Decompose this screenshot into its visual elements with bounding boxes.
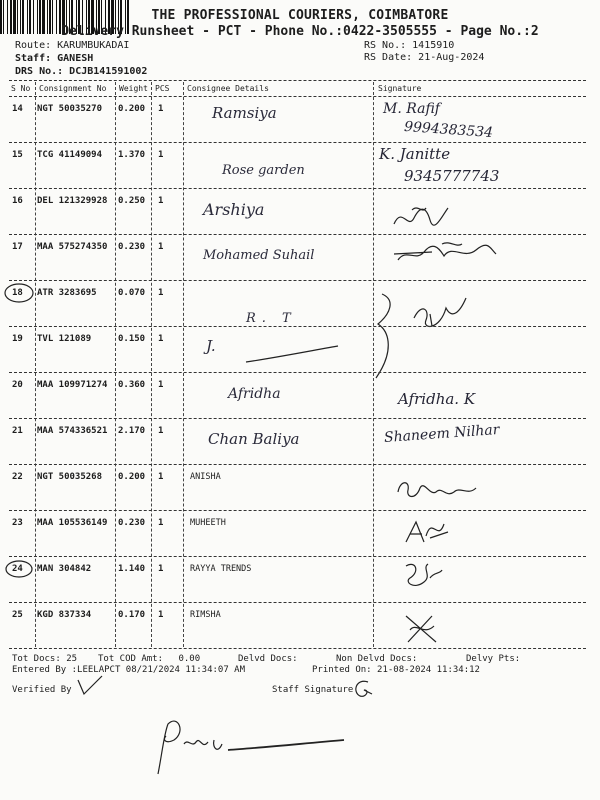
drs-number: DRS No.: DCJB141591002 <box>15 66 148 77</box>
col-header-consignee: Consignee Details <box>187 84 269 93</box>
verification-tick <box>76 674 104 698</box>
total-cod-label: Tot COD Amt: <box>98 654 164 664</box>
signature-scribble <box>370 290 480 382</box>
row-pcs: 1 <box>158 104 164 114</box>
row-pcs: 1 <box>158 288 164 298</box>
row-weight: 0.360 <box>118 380 146 390</box>
staff-label: Staff: GANESH <box>15 53 94 64</box>
row-rule <box>9 648 586 649</box>
col-header-consignment: Consignment No <box>39 84 107 93</box>
row-signature: Shaneem Nilhar <box>383 421 500 447</box>
row-consignment-no: MAA 574336521 <box>37 426 108 436</box>
row-sno: 24 <box>12 564 23 574</box>
row-consignment-no: DEL 121329928 <box>37 196 108 206</box>
table-top-rule <box>9 80 586 81</box>
rs-number: RS No.: 1415910 <box>364 40 455 51</box>
row-signature-phone: 9994383534 <box>403 118 494 142</box>
rs-date: RS Date: 21-Aug-2024 <box>364 52 485 63</box>
row-pcs: 1 <box>158 564 164 574</box>
row-pcs: 1 <box>158 426 164 436</box>
signature-scribble <box>404 512 450 550</box>
row-consignment-no: TVL 121089 <box>37 334 92 344</box>
row-weight: 0.200 <box>118 472 146 482</box>
row-weight: 1.140 <box>118 564 146 574</box>
row-consignment-no: TCG 41149094 <box>37 150 103 160</box>
row-handwritten-consignee: Rose garden <box>222 163 305 178</box>
row-sno: 15 <box>12 150 23 160</box>
row-consignment-no: ATR 3283695 <box>37 288 97 298</box>
signature-scribble <box>392 196 452 236</box>
row-rule <box>9 556 586 557</box>
row-weight: 0.250 <box>118 196 146 206</box>
row-weight: 0.230 <box>118 242 146 252</box>
row-consignment-no: KGD 837334 <box>37 610 92 620</box>
row-rule <box>9 280 586 281</box>
col-header-signature: Signature <box>378 84 422 93</box>
row-rule <box>9 510 586 511</box>
route-label: Route: KARUMBUKADAI <box>15 40 130 51</box>
row-weight: 0.200 <box>118 104 146 114</box>
company-name: THE PROFESSIONAL COURIERS, COIMBATORE <box>151 8 449 23</box>
signature-scribble <box>402 612 442 648</box>
row-handwritten-consignee: Ramsiya <box>212 104 277 122</box>
row-consignee-name: ANISHA <box>190 472 221 482</box>
row-consignee-name: RAYYA TRENDS <box>190 564 252 574</box>
staff-signature-scribble <box>350 678 374 700</box>
row-rule <box>9 188 586 189</box>
row-pcs: 1 <box>158 334 164 344</box>
staff-signature-label: Staff Signature <box>272 685 354 695</box>
row-consignee-name: MUHEETH <box>190 518 226 528</box>
row-weight: 0.150 <box>118 334 146 344</box>
row-sno: 16 <box>12 196 23 206</box>
row-handwritten-consignee: Chan Baliya <box>208 430 300 448</box>
row-rule <box>9 418 586 419</box>
row-sno: 19 <box>12 334 23 344</box>
row-pcs: 1 <box>158 380 164 390</box>
signature-scribble <box>392 238 498 268</box>
delivery-points: Delvy Pts: <box>466 654 521 664</box>
total-cod <box>98 654 200 664</box>
row-handwritten-consignee: Arshiya <box>203 200 265 219</box>
non-delivered-docs: Non Delvd Docs: <box>336 654 418 664</box>
row-pcs: 1 <box>158 610 164 620</box>
row-sno: 25 <box>12 610 23 620</box>
entered-by: Entered By :LEELAPCT 08/21/2024 11:34:07 AM <box>12 665 245 675</box>
row-consignment-no: NGT 50035268 <box>37 472 103 482</box>
col-divider <box>35 82 36 647</box>
row-sno: 17 <box>12 242 23 252</box>
col-header-pcs: PCS <box>155 84 170 93</box>
row-consignment-no: MAA 105536149 <box>37 518 108 528</box>
col-header-sno: S No <box>11 84 31 93</box>
row-signature: Afridha. K <box>398 390 476 408</box>
row-rule <box>9 602 586 603</box>
row-sno: 14 <box>12 104 23 114</box>
row-consignment-no: NGT 50035270 <box>37 104 103 114</box>
row-weight: 0.170 <box>118 610 146 620</box>
pen-stroke <box>244 344 340 364</box>
row-pcs: 1 <box>158 196 164 206</box>
row-sno: 21 <box>12 426 23 436</box>
row-sno: 18 <box>12 288 23 298</box>
row-sno: 20 <box>12 380 23 390</box>
total-docs-label: Tot Docs: <box>12 654 61 664</box>
verified-by-label: Verified By <box>12 685 72 695</box>
delivered-docs: Delvd Docs: <box>238 654 298 664</box>
row-sno: 22 <box>12 472 23 482</box>
row-handwritten-consignee: Mohamed Suhail <box>203 248 315 263</box>
printed-on: Printed On: 21-08-2024 11:34:12 <box>312 665 480 675</box>
row-rule <box>9 234 586 235</box>
row-signature: M. Rafif <box>383 101 440 117</box>
total-docs <box>12 654 77 664</box>
row-handwritten-consignee: R. T <box>246 311 297 326</box>
row-rule <box>9 464 586 465</box>
row-consignment-no: MAA 575274350 <box>37 242 108 252</box>
signature-scribble <box>396 478 482 502</box>
row-pcs: 1 <box>158 518 164 528</box>
row-weight: 1.370 <box>118 150 146 160</box>
handwritten-signoff <box>148 714 348 784</box>
signature-scribble <box>402 558 446 598</box>
col-header-weight: Weight <box>119 84 148 93</box>
table-header-rule <box>9 96 586 97</box>
col-divider <box>151 82 152 647</box>
row-weight: 2.170 <box>118 426 146 436</box>
row-consignment-no: MAA 109971274 <box>37 380 108 390</box>
row-signature: K. Janitte <box>379 145 451 163</box>
row-consignee-name: RIMSHA <box>190 610 221 620</box>
row-handwritten-consignee: J. <box>206 337 216 355</box>
col-divider <box>115 82 116 647</box>
row-consignment-no: MAN 304842 <box>37 564 92 574</box>
row-weight: 0.230 <box>118 518 146 528</box>
runsheet-title: Delivery Runsheet - PCT - Phone No.:0422-3505555 - Page No.:2 <box>61 24 539 39</box>
row-pcs: 1 <box>158 150 164 160</box>
row-pcs: 1 <box>158 472 164 482</box>
row-rule <box>9 142 586 143</box>
row-sno: 23 <box>12 518 23 528</box>
row-handwritten-consignee: Afridha <box>228 386 281 402</box>
row-rule <box>9 372 586 373</box>
row-pcs: 1 <box>158 242 164 252</box>
row-signature-phone: 9345777743 <box>404 167 500 185</box>
col-divider <box>183 82 184 647</box>
row-weight: 0.070 <box>118 288 146 298</box>
total-docs-value: 25 <box>66 654 78 664</box>
total-cod-value: 0.00 <box>178 654 201 664</box>
row-rule <box>9 326 586 327</box>
